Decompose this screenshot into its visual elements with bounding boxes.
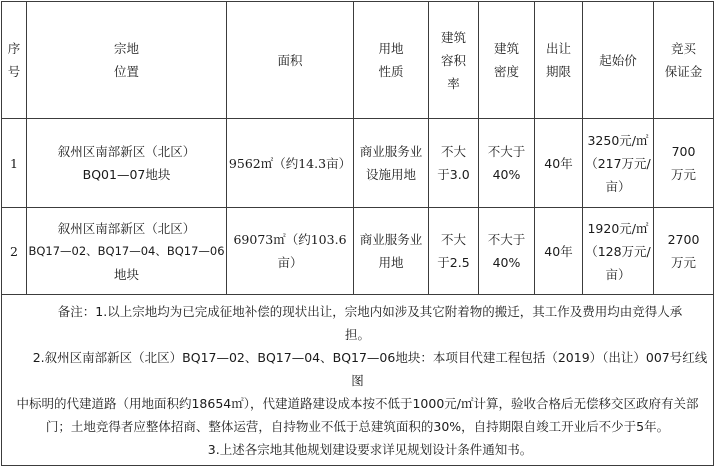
row-seq: 1 [2, 119, 27, 208]
note-1-cont: 担。 [344, 326, 370, 342]
row-location: 叙州区南部新区（北区） BQ01—07地块 [27, 119, 227, 208]
row-land-use: 商业服务业 用地 [354, 208, 429, 295]
note-2: 2.叙州区南部新区（北区）BQ17—02、BQ17—04、BQ17—06地块：本项目代建工程包括（2019）（出让）007号红线图 [32, 349, 708, 388]
header-area: 面积 [227, 2, 354, 119]
note-2-cont: 中标明的代建道路（用地面积约18654㎡），代建道路建设成本按不低于1000元/㎡计算，验收合格后无偿移交区政府有关部 [16, 395, 699, 411]
header-floor-area-ratio: 建筑 容积 率 [429, 2, 479, 119]
row-building-density: 不大于 40% [479, 119, 535, 208]
row-land-use: 商业服务业 设施用地 [354, 119, 429, 208]
row-bid-deposit: 700 万元 [654, 119, 714, 208]
header-seq: 序 号 [2, 2, 27, 119]
header-start-price: 起始价 [583, 2, 654, 119]
row-lease-term: 40年 [535, 208, 583, 295]
row-floor-area-ratio: 不大 于3.0 [429, 119, 479, 208]
note-2-cont: 门；土地竞得者应整体招商、整体运营，自持物业不低于总建筑面积的30%，自持期限自竣工开业后不少于5年。 [45, 418, 670, 434]
header-bid-deposit: 竞买 保证金 [654, 2, 714, 119]
note-1: 备注：1.以上宗地均为已完成征地补偿的现状出让，宗地内如涉及其它附着物的搬迁，其工作及费用均由竞得人承 [57, 303, 683, 319]
header-parcel-location: 宗地 位置 [27, 2, 227, 119]
row-lease-term: 40年 [535, 119, 583, 208]
header-land-use: 用地 性质 [354, 2, 429, 119]
land-parcel-table [1, 1, 714, 466]
row-bid-deposit: 2700 万元 [654, 208, 714, 295]
row-location: 叙州区南部新区（北区） BQ17—02、BQ17—04、BQ17—06 地块 [27, 208, 227, 295]
header-lease-term: 出让 期限 [535, 2, 583, 119]
header-building-density: 建筑 密度 [479, 2, 535, 119]
row-area: 69073㎡（约103.6亩） [227, 208, 354, 295]
note-3: 3.上述各宗地其他规划建设要求详见规划设计条件通知书。 [207, 441, 533, 457]
row-seq: 2 [2, 208, 27, 295]
notes-row [2, 295, 714, 466]
table-row [2, 208, 714, 295]
row-area: 9562㎡（约14.3亩） [227, 119, 354, 208]
notes-cell [2, 295, 714, 466]
row-start-price: 3250元/㎡ （217万元/ 亩） [583, 119, 654, 208]
header-row [2, 2, 714, 119]
table-row [2, 119, 714, 208]
row-building-density: 不大于 40% [479, 208, 535, 295]
row-start-price: 1920元/㎡ （128万元/ 亩） [583, 208, 654, 295]
row-floor-area-ratio: 不大 于2.5 [429, 208, 479, 295]
